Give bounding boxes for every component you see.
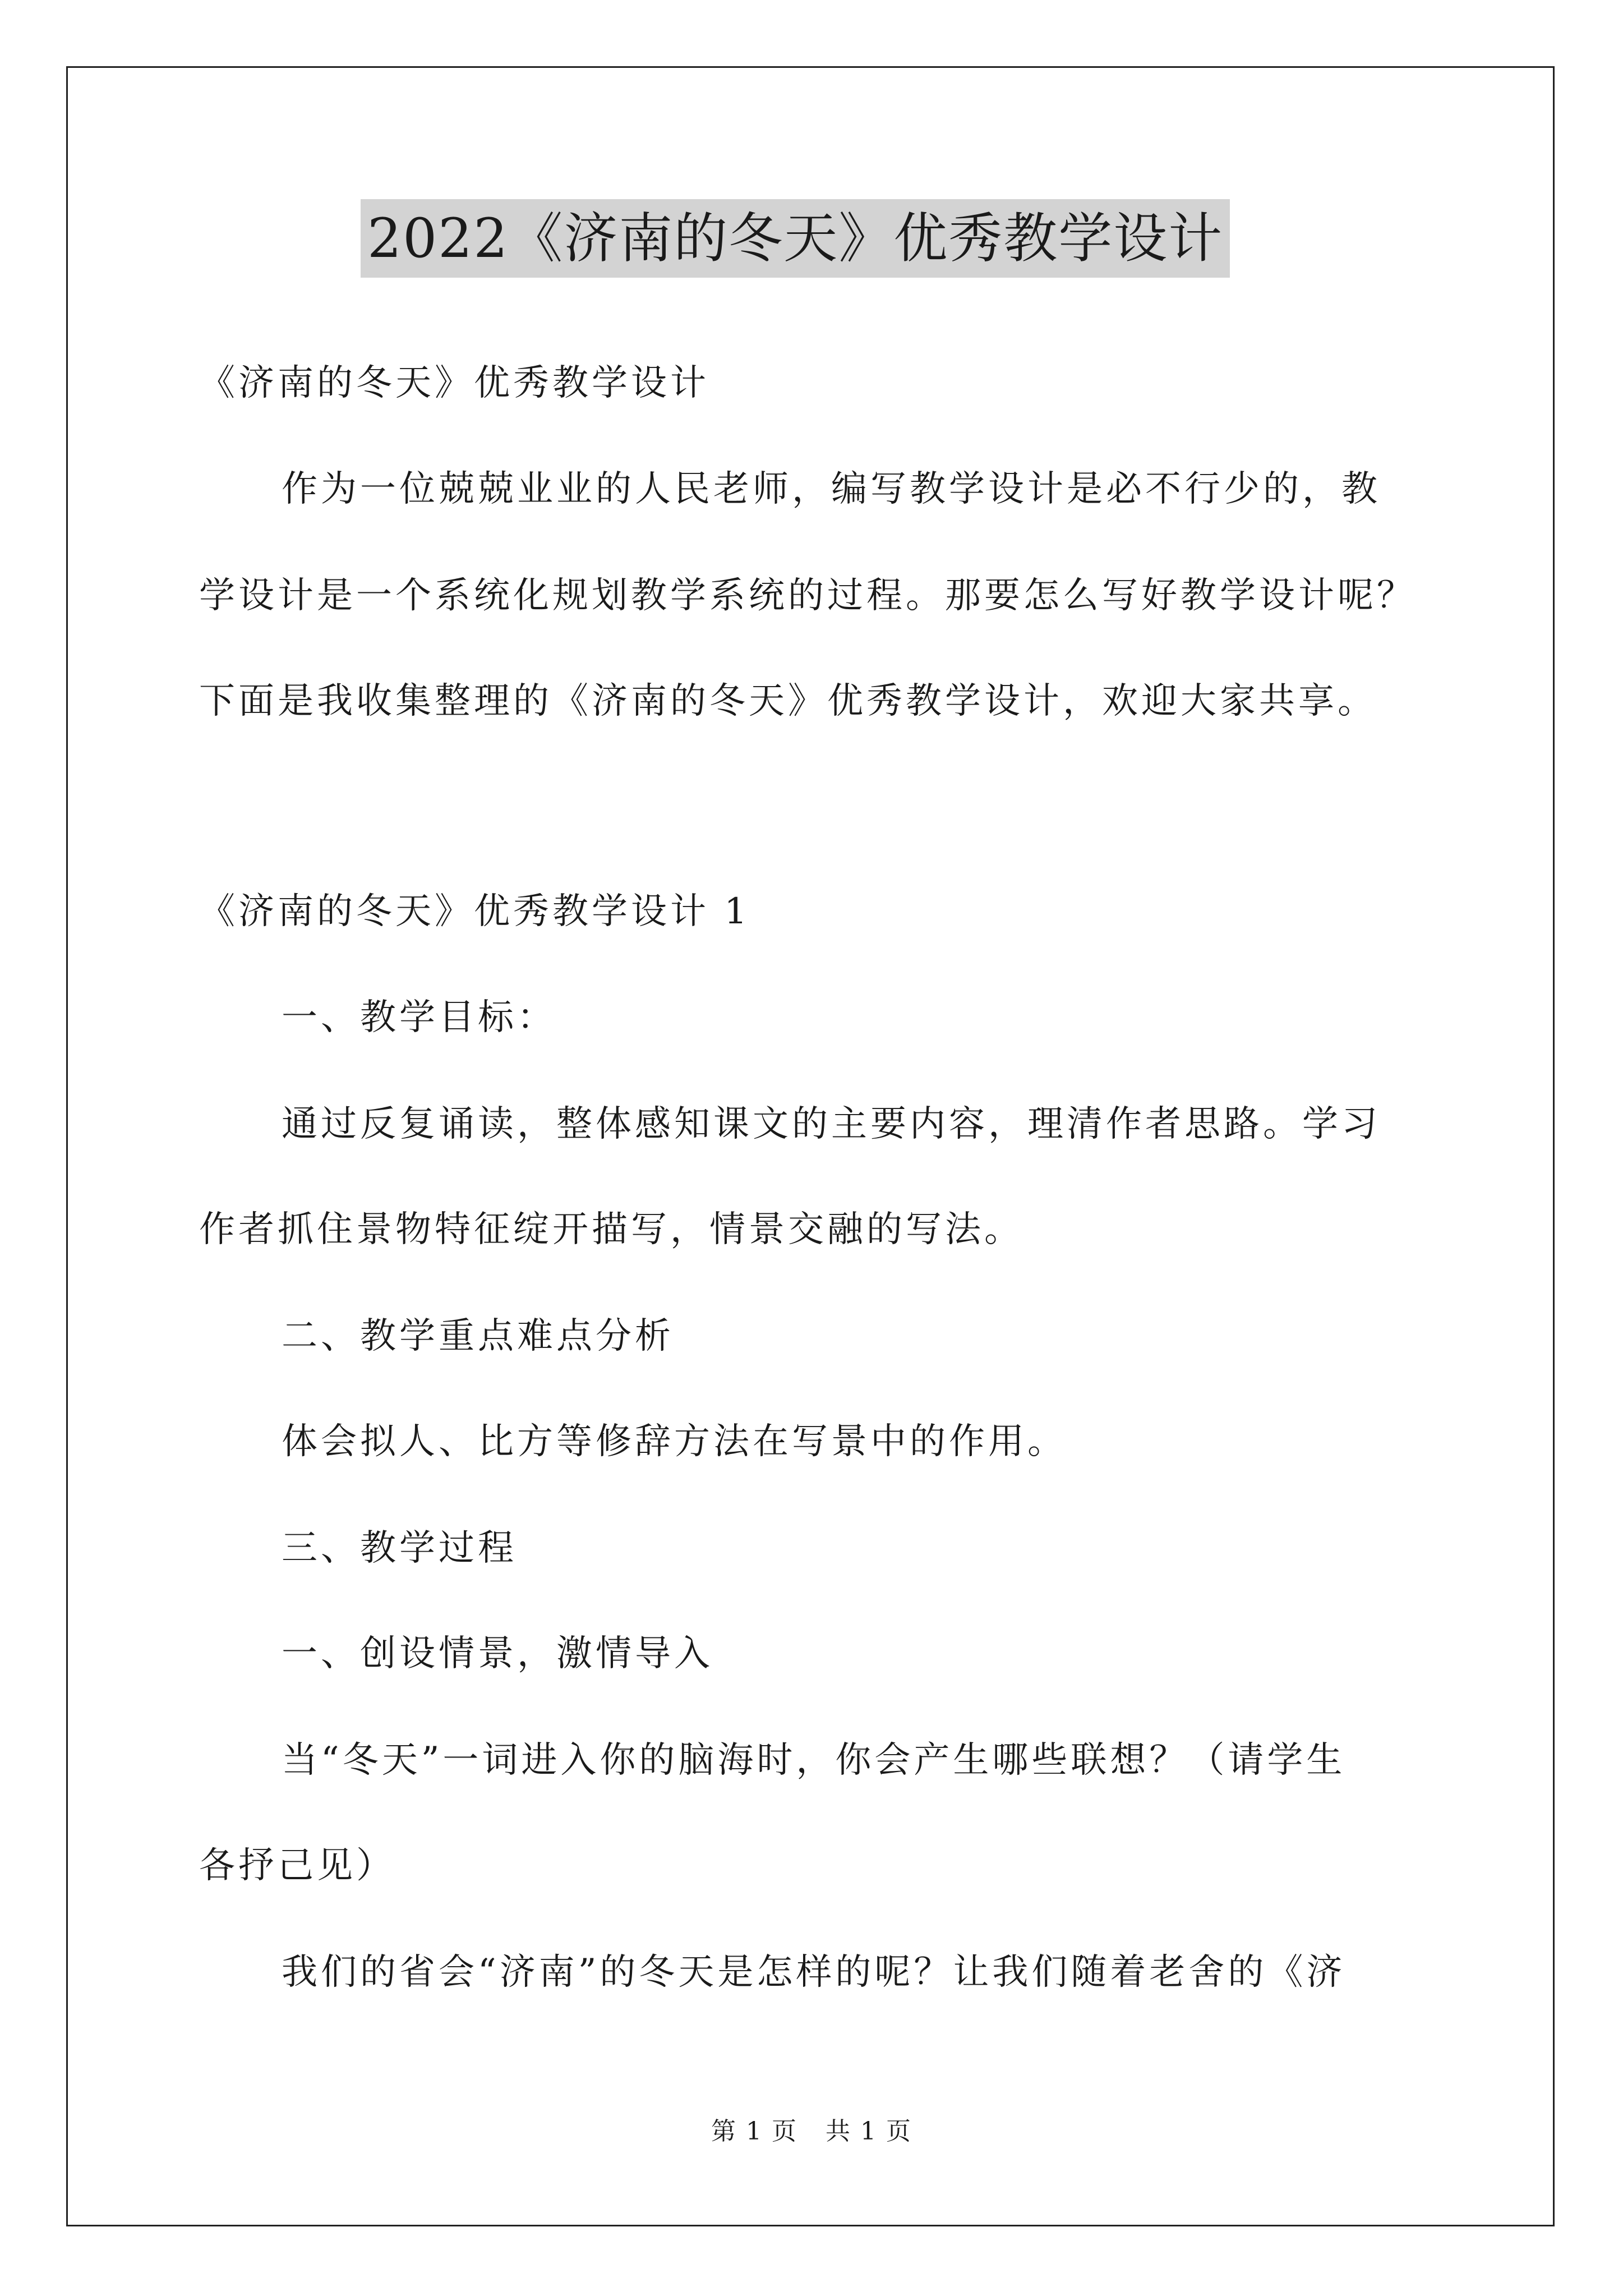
paragraph-line: 当“冬天”一词进入你的脑海时，你会产生哪些联想？（请学生 — [282, 1740, 1346, 1781]
document-title: 2022《济南的冬天》优秀教学设计 — [361, 199, 1230, 278]
subtitle-line: 《济南的冬天》优秀教学设计 — [199, 362, 709, 404]
list-heading: 三、教学过程 — [282, 1527, 517, 1569]
list-heading: 一、创设情景，激情导入 — [282, 1633, 713, 1674]
page-footer — [0, 2115, 1623, 2148]
list-heading: 一、教学目标： — [282, 997, 556, 1038]
list-heading: 二、教学重点难点分析 — [282, 1315, 674, 1357]
paragraph-line: 我们的省会“济南”的冬天是怎样的呢？让我们随着老舍的《济 — [282, 1952, 1346, 1993]
paragraph-line: 下面是我收集整理的《济南的冬天》优秀教学设计，欢迎大家共享。 — [199, 680, 1377, 722]
paragraph-line: 各抒己见） — [199, 1845, 395, 1887]
paragraph-line: 作为一位兢兢业业的人民老师，编写教学设计是必不行少的，教 — [282, 468, 1381, 510]
paragraph-line: 体会拟人、比方等修辞方法在写景中的作用。 — [282, 1421, 1067, 1462]
paragraph-line: 通过反复诵读，整体感知课文的主要内容，理清作者思路。学习 — [282, 1103, 1381, 1145]
page-count: 共 1 页 — [826, 2117, 912, 2146]
page-number: 第 1 页 — [711, 2117, 797, 2146]
paragraph-line: 作者抓住景物特征绽开描写，情景交融的写法。 — [199, 1209, 1023, 1250]
paragraph-line: 学设计是一个系统化规划教学系统的过程。那要怎么写好教学设计呢？ — [199, 575, 1416, 616]
section-heading: 《济南的冬天》优秀教学设计 1 — [199, 891, 751, 932]
